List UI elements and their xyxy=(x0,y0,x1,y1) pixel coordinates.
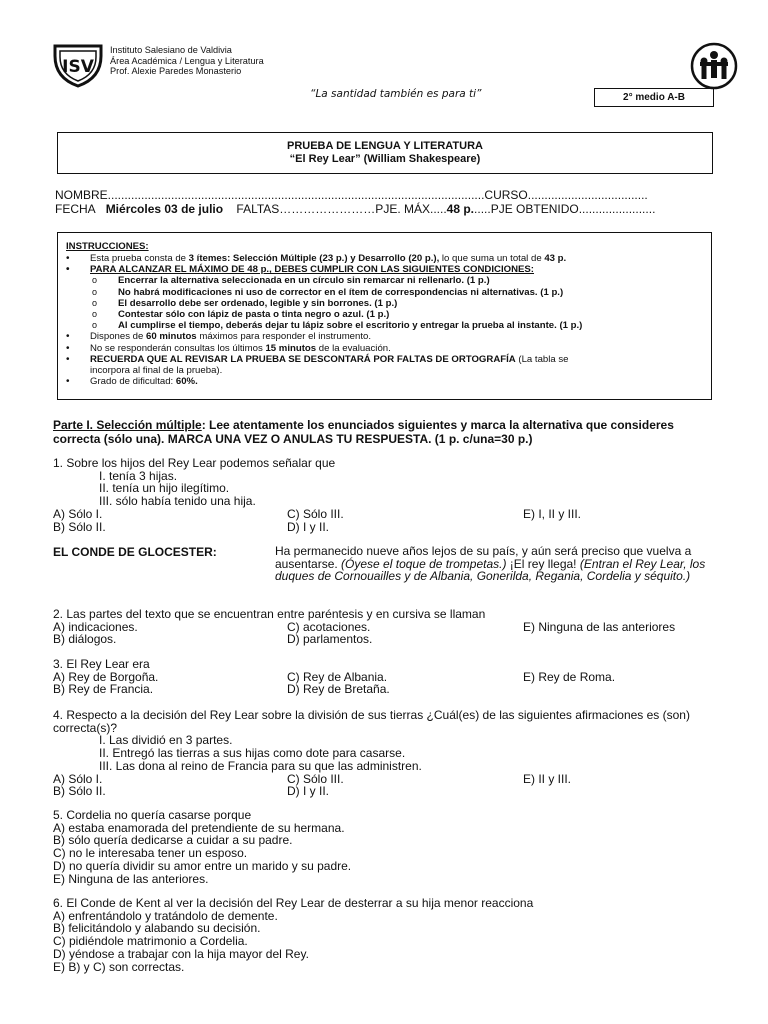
instruction-item xyxy=(66,331,696,342)
option-d[interactable]: D) yéndose a trabajar con la hija mayor del Rey. xyxy=(53,946,309,961)
option-e[interactable]: E) Ninguna de las anteriores xyxy=(523,619,676,634)
question-stem: 4. Respecto a la decisión del Rey Lear sobre la división de sus tierras ¿Cuál(es) de las siguientes afirmaciones es (son) xyxy=(53,708,690,722)
question-stem: 2. Las partes del texto que se encuentran entre paréntesis y en cursiva se llaman xyxy=(53,607,486,621)
svg-text:ISV: ISV xyxy=(62,57,94,77)
question-stem: 5. Cordelia no quería casarse porque xyxy=(53,808,252,822)
stage-direction: (Óyese el toque de trompetas.) xyxy=(341,556,507,571)
fecha-line xyxy=(55,202,655,216)
statement: I. Las dividió en 3 partes. xyxy=(99,733,233,748)
option-e[interactable]: E) II y III. xyxy=(523,771,572,786)
exam-title: PRUEBA DE LENGUA Y LITERATURA xyxy=(287,140,483,152)
salesian-logo-icon xyxy=(690,42,738,90)
options-row xyxy=(53,785,723,798)
institution-name: Instituto Salesiano de Valdivia xyxy=(110,45,232,55)
dialogue-text: Ha permanecido nueve años lejos de su país, y aún será preciso que vuelva a ausentarse. xyxy=(275,544,692,571)
instructions-heading: INSTRUCCIONES: xyxy=(66,241,149,252)
instruction-item: • PARA ALCANZAR EL MÁXIMO DE 48 p., DEBES CUMPLIR CON LAS SIGUIENTES CONDICIONES: xyxy=(66,264,696,275)
options-row xyxy=(53,521,723,534)
question-3 xyxy=(53,658,723,696)
statement: I. tenía 3 hijas. xyxy=(99,468,178,483)
option-c[interactable]: C) Sólo III. xyxy=(287,771,344,786)
option-e[interactable]: E) I, II y III. xyxy=(523,506,582,521)
fecha-label: FECHA xyxy=(55,202,96,216)
instruction-text: 60 minutos xyxy=(146,331,197,343)
instructions-list xyxy=(66,253,696,387)
option-b[interactable]: B) felicitándolo y alabando su decisión. xyxy=(53,921,261,936)
option-b[interactable]: B) diálogos. xyxy=(53,632,117,647)
instruction-text: Esta prueba consta de xyxy=(90,253,189,264)
option-e[interactable]: E) Rey de Roma. xyxy=(523,669,616,684)
instruction-text: 3 ítemes: Selección Múltiple (23 p.) y Desarrollo (20 p.), xyxy=(188,253,440,264)
instruction-text: 60%. xyxy=(175,376,198,388)
option-c[interactable]: C) Rey de Albania. xyxy=(287,669,388,684)
options-row xyxy=(53,508,723,521)
instruction-text: 43 p. xyxy=(544,253,567,264)
speaker-text xyxy=(275,545,717,583)
instruction-item xyxy=(66,343,696,354)
question-stem: correcta(s)? xyxy=(53,720,118,735)
option-e[interactable]: E) Ninguna de las anteriores. xyxy=(53,871,209,886)
instruction-text: No se responderán consultas los últimos xyxy=(90,342,266,354)
option-e[interactable]: E) B) y C) son correctas. xyxy=(53,959,185,974)
instruction-text: lo que suma un total de xyxy=(439,253,545,264)
pje-max-value: 48 p. xyxy=(446,202,475,216)
option-d[interactable]: D) I y II. xyxy=(287,784,329,799)
grade-badge: 2° medio A-B xyxy=(594,88,714,107)
options-row xyxy=(53,683,723,696)
instruction-item xyxy=(66,376,696,387)
instruction-text: (La tabla se xyxy=(515,353,569,365)
instructions-box xyxy=(57,232,712,400)
option-a[interactable]: A) indicaciones. xyxy=(53,619,138,634)
option-a[interactable]: A) Rey de Borgoña. xyxy=(53,669,159,684)
header-text xyxy=(110,45,264,77)
dialogue-text: ¡El rey llega! xyxy=(506,556,580,571)
question-stem: 1. Sobre los hijos del Rey Lear podemos señalar que xyxy=(53,456,336,470)
question-6 xyxy=(53,897,723,973)
condition-item: o El desarrollo debe ser ordenado, legible y sin borrones. (1 p.) xyxy=(66,298,696,309)
option-b[interactable]: B) Sólo II. xyxy=(53,519,106,534)
option-a[interactable]: A) Sólo I. xyxy=(53,771,103,786)
option-a[interactable]: A) estaba enamorada del pretendiente de su hermana. xyxy=(53,820,345,835)
option-d[interactable]: D) no quería dividir su amor entre un marido y su padre. xyxy=(53,858,352,873)
option-d[interactable]: D) Rey de Bretaña. xyxy=(287,682,390,697)
school-logo xyxy=(52,42,104,88)
instruction-text: incorpora al final de la prueba). xyxy=(90,365,223,377)
option-d[interactable]: D) I y II. xyxy=(287,519,329,534)
question-4 xyxy=(53,709,723,798)
parte1-heading xyxy=(53,418,717,446)
instruction-text: de la evaluación. xyxy=(316,342,391,354)
pje-obtenido-field[interactable]: .....PJE OBTENIDO....................... xyxy=(474,202,656,216)
options-row xyxy=(53,633,723,646)
statement: III. sólo había tenido una hija. xyxy=(99,494,256,509)
condition-item: o Al cumplirse el tiempo, deberás dejar tu lápiz sobre el escritorio y entregar la prueba al instante. (1 p.) xyxy=(66,320,696,331)
option-b[interactable]: B) Rey de Francia. xyxy=(53,682,154,697)
option-b[interactable]: B) sólo quería dedicarse a cuidar a su padre. xyxy=(53,833,293,848)
parte1-text: : Lee atentamente los enunciados siguientes y marca la alternativa que consideres correcta (sólo una). MARCA UNA VEZ O ANULAS TU RESPUESTA. (1 p. c/una=30 p.) xyxy=(53,418,674,446)
instruction-text: Dispones de xyxy=(90,331,146,343)
title-box xyxy=(57,132,713,174)
option-d[interactable]: D) parlamentos. xyxy=(287,632,373,647)
instruction-text: RECUERDA QUE AL REVISAR LA PRUEBA SE DESCONTARÁ POR FALTAS DE ORTOGRAFÍA xyxy=(90,353,516,365)
stage-direction: (Entran el Rey Lear, los duques de Cornouailles y de Albania, Gonerilda, Regania, Cordelia y séquito.) xyxy=(275,556,706,584)
motto: “La santidad también es para ti” xyxy=(310,88,482,100)
statement: II. Entregó las tierras a sus hijas como dote para casarse. xyxy=(99,746,406,761)
instruction-text: 15 minutos xyxy=(265,342,317,354)
speaker-label: EL CONDE DE GLOCESTER: xyxy=(53,545,217,559)
condition-item: o Contestar sólo con lápiz de pasta o tinta negro o azul. (1 p.) xyxy=(66,309,696,320)
question-stem: 3. El Rey Lear era xyxy=(53,657,150,671)
nombre-field[interactable]: NOMBRE.................................................................................................................CURSO.................................... xyxy=(55,188,648,202)
question-1 xyxy=(53,457,723,533)
condition-item: o Encerrar la alternativa seleccionada en un círculo sin remarcar ni rellenarlo. (1 p.) xyxy=(66,275,696,286)
options-row xyxy=(53,621,723,634)
instruction-item xyxy=(66,253,696,264)
question-5 xyxy=(53,809,723,885)
option-a[interactable]: A) enfrentándolo y tratándolo de demente. xyxy=(53,908,278,923)
option-c[interactable]: C) Sólo III. xyxy=(287,506,344,521)
statement: III. Las dona al reino de Francia para su que las administren. xyxy=(99,758,422,773)
instruction-text: Grado de dificultad: xyxy=(90,376,176,388)
exam-subtitle: “El Rey Lear” (William Shakespeare) xyxy=(289,153,481,165)
faltas-field[interactable]: FALTAS……………………PJE. MÁX..... xyxy=(236,202,447,216)
fecha-value: Miércoles 03 de julio xyxy=(105,202,224,216)
option-a[interactable]: A) Sólo I. xyxy=(53,506,103,521)
options-row xyxy=(53,773,723,786)
option-b[interactable]: B) Sólo II. xyxy=(53,784,106,799)
statement: II. tenía un hijo ilegítimo. xyxy=(99,481,230,496)
teacher-name: Prof. Alexie Paredes Monasterio xyxy=(110,66,242,76)
instruction-item xyxy=(66,354,696,376)
option-c[interactable]: C) acotaciones. xyxy=(287,619,371,634)
question-2 xyxy=(53,608,723,646)
question-stem: 6. El Conde de Kent al ver la decisión del Rey Lear de desterrar a su hija menor reacciona xyxy=(53,896,534,910)
option-c[interactable]: C) pidiéndole matrimonio a Cordelia. xyxy=(53,934,248,949)
instruction-text: máximos para responder el instrumento. xyxy=(196,331,372,343)
condition-item: o No habrá modificaciones ni uso de corrector en el ítem de correspondencias ni alternativas. (1 p.) xyxy=(66,287,696,298)
area-name: Área Académica / Lengua y Literatura xyxy=(110,55,264,66)
option-c[interactable]: C) no le interesaba tener un esposo. xyxy=(53,846,248,861)
parte1-label: Parte I. Selección múltiple xyxy=(53,418,202,432)
